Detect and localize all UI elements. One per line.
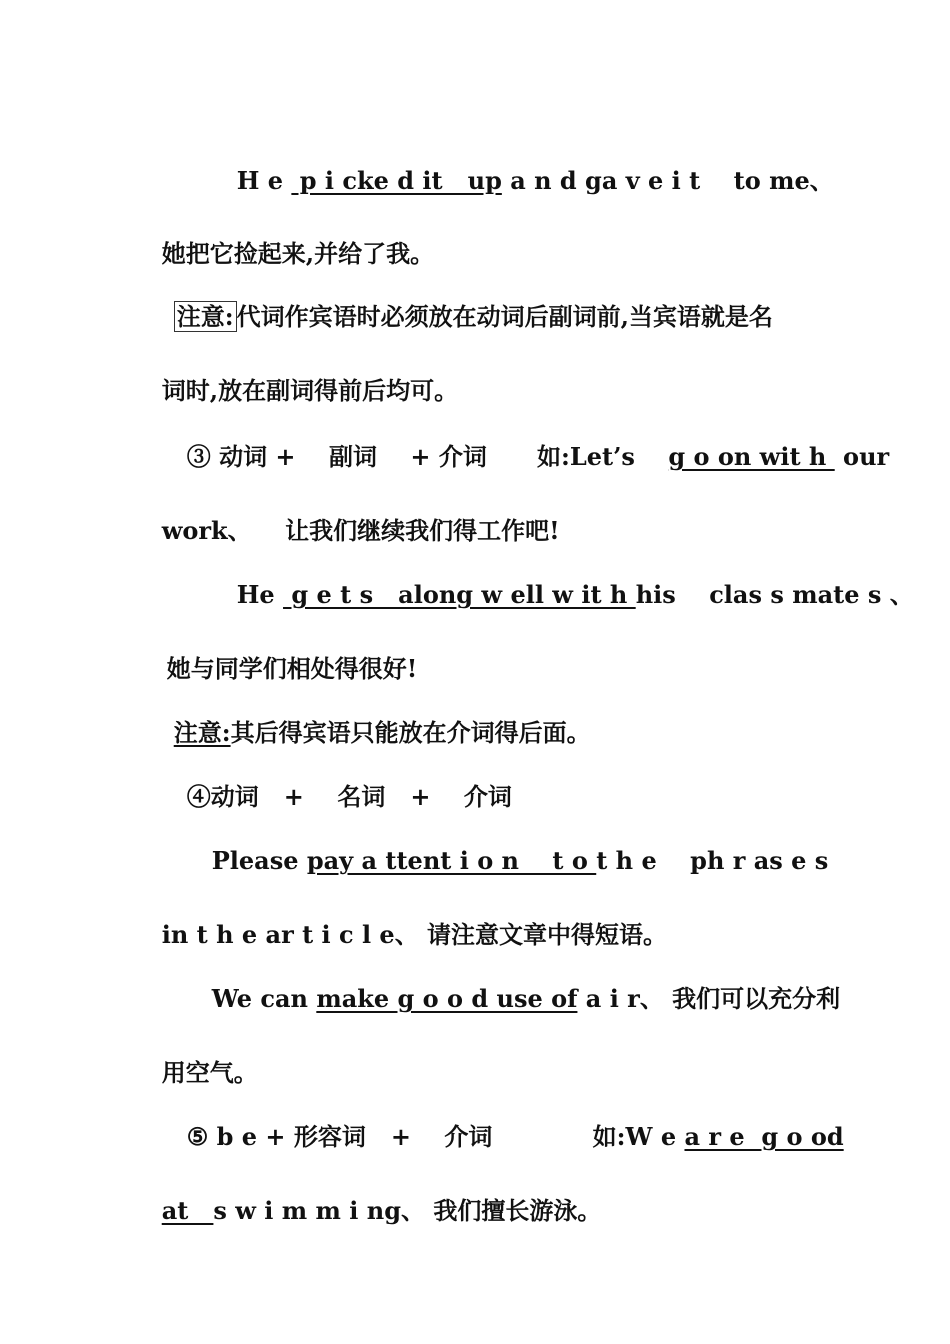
note-label: 注意:: [173, 718, 231, 747]
line-11: Please pay a ttent i o n t o t h e ph r as e s: [211, 846, 829, 875]
pattern-3-line: ③ 动词 + 副词 + 介词 如:Let’s g o on wit h our: [186, 442, 890, 471]
line-4: 词时,放在副词得前后均可。: [161, 376, 459, 405]
underlined-phrase: pay a ttent i o n t o: [306, 846, 597, 875]
note-line-1: 注意: 代词作宾语时必须放在动词后副词前,当宾语就是名: [157, 272, 773, 332]
underlined-phrase: g o on wit h: [668, 442, 835, 471]
underlined-phrase: make g o o d use of: [316, 984, 578, 1013]
pattern-5-line: ⑤ b e + 形容词 + 介词 如:W e a r e g o od: [186, 1122, 844, 1151]
line-2: 她把它捡起来,并给了我。: [161, 239, 435, 268]
line-14: 用空气。: [161, 1058, 258, 1087]
underlined-phrase: g e t s along w ell w it h: [283, 580, 636, 609]
underlined-phrase: a r e g o od: [684, 1122, 844, 1151]
pattern-4-line: ④动词 + 名词 + 介词: [186, 782, 512, 811]
underlined-phrase: at: [161, 1196, 214, 1225]
line-6: work、 让我们继续我们得工作吧!: [161, 516, 560, 545]
line-7: He g e t s along w ell w it h his clas s mate s 、: [236, 580, 914, 609]
line-13: We can make g o o d use of a i r、 我们可以充分利: [211, 984, 841, 1013]
underlined-phrase: p i cke d it up: [291, 166, 502, 195]
note-label: 注意:: [174, 301, 237, 332]
line-8: 她与同学们相处得很好!: [166, 654, 418, 683]
line-16: at s w i m m i ng、 我们擅长游泳。: [161, 1196, 602, 1225]
note-line-2: 注意:其后得宾语只能放在介词得后面。: [173, 718, 591, 747]
line-12: in t h e ar t i c l e、 请注意文章中得短语。: [161, 920, 668, 949]
line-1: H e p i cke d it up a n d ga v e i t to me、: [236, 166, 834, 195]
